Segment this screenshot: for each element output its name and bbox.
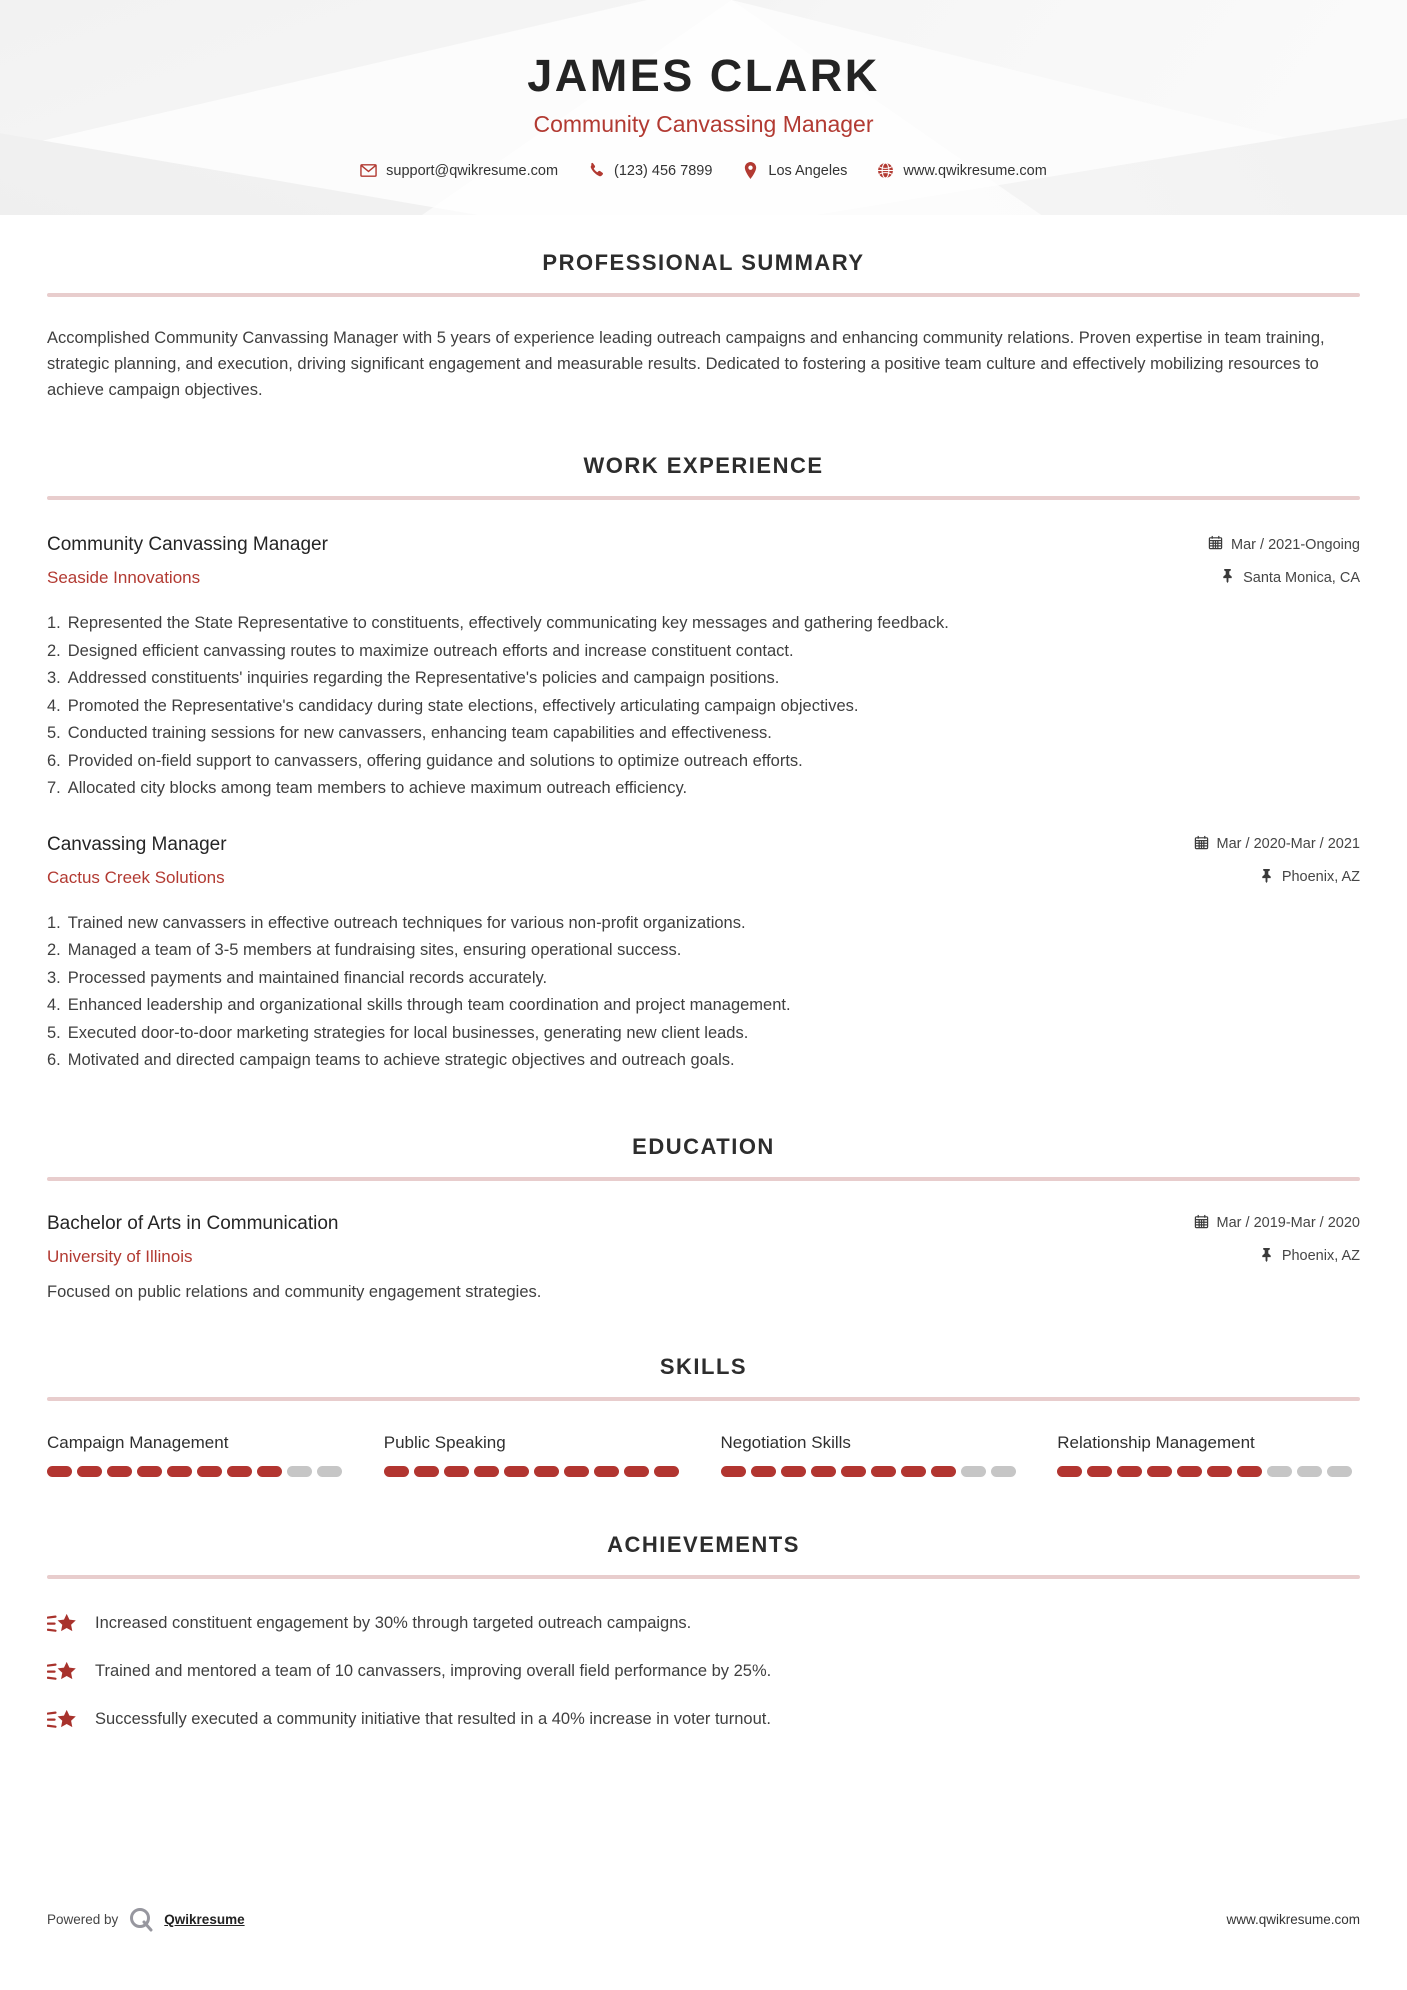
achievement-text: Successfully executed a community initiative that resulted in a 40% increase in voter turnout. — [95, 1710, 771, 1728]
contact-text: (123) 456 7899 — [614, 162, 713, 179]
skill-label: Campaign Management — [47, 1432, 229, 1452]
skill-segment — [1327, 1466, 1352, 1477]
achievement-item — [47, 1611, 1360, 1637]
contact-item[interactable] — [734, 162, 855, 179]
skill-entry — [384, 1433, 687, 1477]
skill-segment — [107, 1466, 132, 1477]
skill-segment — [781, 1466, 806, 1477]
email-icon — [360, 162, 377, 179]
skill-segment — [1147, 1466, 1172, 1477]
job-title: Community Canvassing Manager — [47, 534, 328, 555]
skill-entry — [47, 1433, 350, 1477]
skill-segment — [534, 1466, 559, 1477]
section-heading: WORK EXPERIENCE — [583, 453, 824, 478]
skill-segment — [504, 1466, 529, 1477]
calendar-icon — [1194, 835, 1209, 854]
skill-segment — [197, 1466, 222, 1477]
shooting-star-icon — [47, 1659, 77, 1685]
calendar-icon — [1194, 1214, 1209, 1233]
job-duty-list — [47, 613, 1360, 800]
skill-segment — [47, 1466, 72, 1477]
location-icon — [742, 162, 759, 179]
contact-text: Los Angeles — [768, 162, 848, 179]
job-duty: 3. Processed payments and maintained financial records accurately. — [47, 968, 548, 987]
qwikresume-link[interactable]: Qwikresume — [164, 1911, 245, 1927]
section-skills — [47, 1354, 1360, 1477]
shooting-star-icon — [47, 1707, 77, 1733]
skill-segment — [137, 1466, 162, 1477]
job-duty: 7. Allocated city blocks among team members to achieve maximum outreach efficiency. — [47, 779, 688, 797]
education-degree: Bachelor of Arts in Communication — [47, 1212, 339, 1234]
job-duty: 4. Enhanced leadership and organizational skills through team coordination and project management. — [47, 996, 791, 1014]
skill-segment — [287, 1466, 312, 1477]
skill-segment — [414, 1466, 439, 1477]
skill-level-bar — [384, 1466, 687, 1477]
job-entry — [47, 834, 1360, 1072]
job-duty-list — [47, 913, 1360, 1072]
skill-segment — [474, 1466, 499, 1477]
pushpin-icon — [1259, 1247, 1274, 1266]
job-dates-text: Mar / 2021-Ongoing — [1231, 536, 1360, 553]
skill-segment — [1207, 1466, 1232, 1477]
section-divider — [47, 1575, 1360, 1579]
contact-text: support@qwikresume.com — [386, 162, 559, 179]
skill-segment — [1087, 1466, 1112, 1477]
achievement-text: Increased constituent engagement by 30% through targeted outreach campaigns. — [95, 1614, 692, 1632]
job-company: Seaside Innovations — [47, 568, 201, 587]
achievement-item — [47, 1659, 1360, 1685]
job-duty: 2. Designed efficient canvassing routes to maximize outreach efforts and increase constituent contact. — [47, 641, 794, 660]
education-note: Focused on public relations and community engagement strategies. — [47, 1282, 542, 1301]
section-divider — [47, 1177, 1360, 1181]
skill-segment — [811, 1466, 836, 1477]
skill-segment — [167, 1466, 192, 1477]
job-duty: 4. Promoted the Representative's candidacy during state elections, effectively articulating campaign objectives. — [47, 696, 859, 715]
skill-segment — [317, 1466, 342, 1477]
skill-segment — [257, 1466, 282, 1477]
skill-label: Public Speaking — [383, 1432, 506, 1452]
skill-segment — [1057, 1466, 1082, 1477]
education-school: University of Illinois — [47, 1246, 193, 1266]
section-professional-summary — [47, 250, 1360, 403]
footer-url-link[interactable]: www.qwikresume.com — [1226, 1911, 1360, 1927]
skill-entry — [1057, 1433, 1360, 1477]
skill-segment — [444, 1466, 469, 1477]
job-duty: 1. Trained new canvassers in effective outreach techniques for various non-profit organizations. — [47, 913, 746, 932]
contact-item[interactable] — [580, 162, 720, 179]
powered-by-label: Powered by — [47, 1911, 119, 1927]
job-duty: 1. Represented the State Representative to constituents, effectively communicating key messages and gathering feedback. — [47, 614, 949, 632]
contact-item[interactable] — [869, 162, 1054, 179]
section-achievements — [47, 1532, 1360, 1733]
candidate-title: Community Canvassing Manager — [533, 111, 874, 137]
skill-segment — [624, 1466, 649, 1477]
resume-header — [0, 0, 1407, 215]
achievement-text: Trained and mentored a team of 10 canvassers, improving overall field performance by 25%. — [95, 1662, 772, 1680]
job-duty: 3. Addressed constituents' inquiries regarding the Representative's policies and campaign positions. — [47, 669, 780, 687]
section-education — [47, 1134, 1360, 1302]
skill-level-bar — [1057, 1466, 1360, 1477]
education-location — [1259, 1247, 1360, 1266]
calendar-icon — [1208, 535, 1223, 554]
job-duty: 5. Executed door-to-door marketing strategies for local businesses, generating new client leads. — [47, 1023, 749, 1042]
section-heading: EDUCATION — [632, 1133, 775, 1159]
skill-segment — [564, 1466, 589, 1477]
contact-row — [0, 162, 1407, 179]
skill-segment — [1177, 1466, 1202, 1477]
shooting-star-icon — [47, 1611, 77, 1637]
job-location — [1259, 868, 1360, 887]
job-duty: 6. Motivated and directed campaign teams to achieve strategic objectives and outreach goals. — [47, 1051, 735, 1069]
skill-segment — [654, 1466, 679, 1477]
skill-entry — [721, 1433, 1024, 1477]
candidate-name: JAMES CLARK — [527, 50, 880, 101]
skill-segment — [871, 1466, 896, 1477]
section-divider — [47, 1397, 1360, 1401]
job-dates — [1208, 535, 1360, 554]
job-entry — [47, 534, 1360, 800]
qwikresume-logo-icon — [128, 1906, 154, 1932]
skill-segment — [841, 1466, 866, 1477]
skill-segment — [77, 1466, 102, 1477]
skill-segment — [1117, 1466, 1142, 1477]
skill-segment — [1267, 1466, 1292, 1477]
job-dates — [1194, 835, 1360, 854]
skill-segment — [1297, 1466, 1322, 1477]
job-dates-text: Mar / 2020-Mar / 2021 — [1216, 836, 1360, 852]
skill-segment — [1237, 1466, 1262, 1477]
phone-icon — [588, 162, 605, 179]
skill-label: Relationship Management — [1057, 1432, 1255, 1452]
contact-item[interactable] — [352, 162, 566, 179]
job-location-text: Santa Monica, CA — [1243, 569, 1360, 586]
education-dates — [1194, 1214, 1360, 1233]
section-work-experience — [47, 453, 1360, 1072]
job-company: Cactus Creek Solutions — [47, 867, 225, 887]
contact-text: www.qwikresume.com — [903, 162, 1047, 179]
education-entry — [47, 1213, 1360, 1302]
job-duty: 2. Managed a team of 3-5 members at fundraising sites, ensuring operational success. — [47, 941, 682, 959]
skill-segment — [901, 1466, 926, 1477]
pushpin-icon — [1259, 868, 1274, 887]
section-heading: SKILLS — [659, 1353, 748, 1379]
skill-level-bar — [721, 1466, 1024, 1477]
job-duty: 5. Conducted training sessions for new canvassers, enhancing team capabilities and effectiveness. — [47, 724, 772, 742]
page-footer — [47, 1906, 1360, 1932]
education-location-text: Phoenix, AZ — [1281, 1248, 1360, 1264]
summary-text: Accomplished Community Canvassing Manager with 5 years of experience leading outreach campaigns and enhancing community relations. Proven expertise in team training, strategic planning, and execution, driving significant engagement and measurable results. Dedicated to fostering a positive team culture and effectively mobilizing resources to achieve campaign objectives. — [47, 329, 1325, 399]
education-dates-text: Mar / 2019-Mar / 2020 — [1216, 1215, 1360, 1231]
section-heading: PROFESSIONAL SUMMARY — [542, 250, 865, 275]
section-divider — [47, 496, 1360, 500]
job-duty: 6. Provided on-field support to canvassers, offering guidance and solutions to optimize outreach efforts. — [47, 751, 803, 770]
skill-label: Negotiation Skills — [720, 1432, 851, 1452]
skill-segment — [991, 1466, 1016, 1477]
skill-segment — [751, 1466, 776, 1477]
job-title: Canvassing Manager — [47, 833, 227, 855]
skill-segment — [961, 1466, 986, 1477]
globe-icon — [877, 162, 894, 179]
skill-segment — [227, 1466, 252, 1477]
skill-segment — [721, 1466, 746, 1477]
job-location — [1220, 568, 1360, 587]
pushpin-icon — [1220, 568, 1235, 587]
skill-segment — [384, 1466, 409, 1477]
job-location-text: Phoenix, AZ — [1281, 869, 1360, 885]
section-divider — [47, 293, 1360, 297]
achievement-item — [47, 1707, 1360, 1733]
skill-segment — [594, 1466, 619, 1477]
section-heading: ACHIEVEMENTS — [607, 1531, 800, 1557]
skill-segment — [931, 1466, 956, 1477]
skill-level-bar — [47, 1466, 350, 1477]
